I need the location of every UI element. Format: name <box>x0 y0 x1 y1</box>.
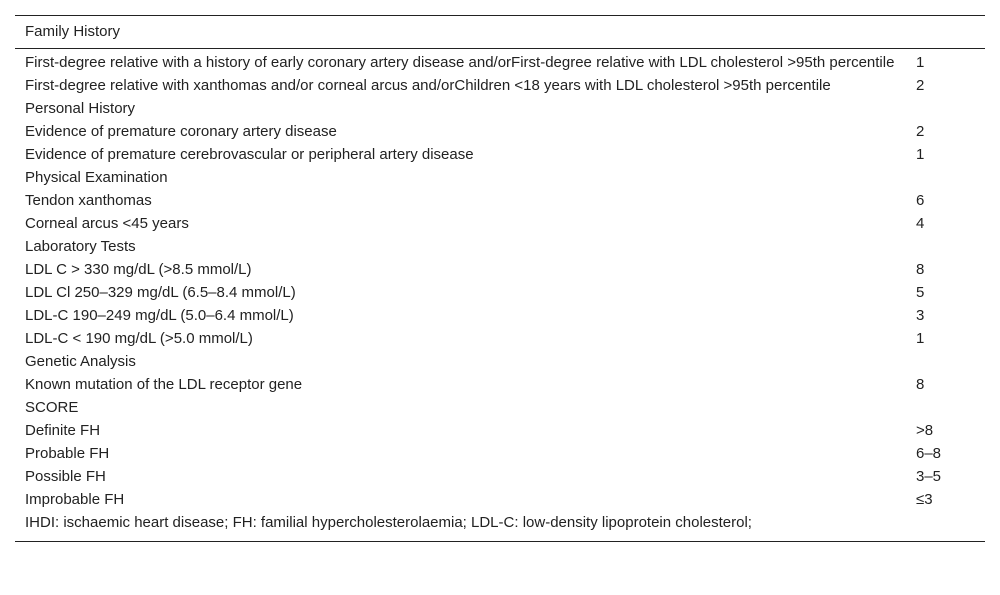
criteria-table <box>15 15 985 542</box>
table-row <box>15 281 985 304</box>
criterion-score: 5 <box>916 284 925 301</box>
criterion-label: Definite FH <box>25 422 101 439</box>
table-row <box>15 120 985 143</box>
table-row <box>15 212 985 235</box>
criterion-score: 6–8 <box>916 445 942 462</box>
criterion-score: 2 <box>916 77 925 94</box>
table-header-row <box>15 16 985 49</box>
table-row <box>15 74 985 97</box>
table-row <box>15 304 985 327</box>
criterion-label: LDL-C 190–249 mg/dL (5.0–6.4 mmol/L) <box>25 307 294 324</box>
criterion-label: First-degree relative with xanthomas and/or corneal arcus and/orChildren <18 years with LDL cholesterol >95th percentile <box>25 77 831 94</box>
table-row <box>15 327 985 350</box>
criterion-label: Probable FH <box>25 445 110 462</box>
criterion-label: LDL Cl 250–329 mg/dL (6.5–8.4 mmol/L) <box>25 284 296 301</box>
table-row <box>15 465 985 488</box>
criterion-score: 1 <box>916 54 925 71</box>
table-row <box>15 258 985 281</box>
table-header: Family History <box>15 16 985 49</box>
criterion-label: Evidence of premature coronary artery disease <box>25 123 337 140</box>
table-row <box>15 49 985 75</box>
table-row <box>15 350 985 373</box>
table-row <box>15 189 985 212</box>
criterion-score: 8 <box>916 261 925 278</box>
criterion-label: Improbable FH <box>25 491 125 508</box>
criterion-score: 1 <box>916 146 925 163</box>
table-row <box>15 235 985 258</box>
table-row <box>15 166 985 189</box>
criterion-label: Tendon xanthomas <box>25 192 152 209</box>
table-row <box>15 419 985 442</box>
table-row <box>15 143 985 166</box>
criterion-label: Corneal arcus <45 years <box>25 215 189 232</box>
table-footnote-row <box>15 511 985 542</box>
criterion-score <box>915 235 985 258</box>
criterion-label: Genetic Analysis <box>25 353 136 370</box>
criterion-score: 8 <box>916 376 925 393</box>
criterion-score: 6 <box>916 192 925 209</box>
criterion-score: 3 <box>916 307 925 324</box>
criterion-score: ≤3 <box>916 491 933 508</box>
criterion-score: 2 <box>916 123 925 140</box>
criterion-label: Evidence of premature cerebrovascular or peripheral artery disease <box>25 146 474 163</box>
table-row <box>15 396 985 419</box>
criterion-label: Physical Examination <box>25 169 168 186</box>
criterion-score: 4 <box>916 215 925 232</box>
criterion-score: 1 <box>916 330 925 347</box>
table-row <box>15 97 985 120</box>
criterion-score <box>915 97 985 120</box>
criterion-label: LDL C > 330 mg/dL (>8.5 mmol/L) <box>25 261 252 278</box>
table-row <box>15 488 985 511</box>
criterion-label: SCORE <box>25 399 79 416</box>
criterion-label: LDL-C < 190 mg/dL (>5.0 mmol/L) <box>25 330 253 347</box>
criterion-score: 3–5 <box>916 468 942 485</box>
criterion-label: Known mutation of the LDL receptor gene <box>25 376 303 393</box>
criterion-label: Possible FH <box>25 468 106 485</box>
criterion-score <box>915 396 985 419</box>
table-body <box>15 49 985 512</box>
table-footnote: IHDI: ischaemic heart disease; FH: familial hypercholesterolaemia; LDL-C: low-density lipoprotein cholesterol; <box>15 511 985 542</box>
table-row <box>15 373 985 396</box>
criterion-label: First-degree relative with a history of early coronary artery disease and/orFirst-degree relative with LDL cholesterol >95th percentile <box>25 54 895 71</box>
criteria-table-container <box>15 15 985 542</box>
table-row <box>15 442 985 465</box>
criterion-score: >8 <box>916 422 934 439</box>
criterion-score <box>915 350 985 373</box>
criterion-score <box>915 166 985 189</box>
criterion-label: Laboratory Tests <box>25 238 136 255</box>
criterion-label: Personal History <box>25 100 136 117</box>
